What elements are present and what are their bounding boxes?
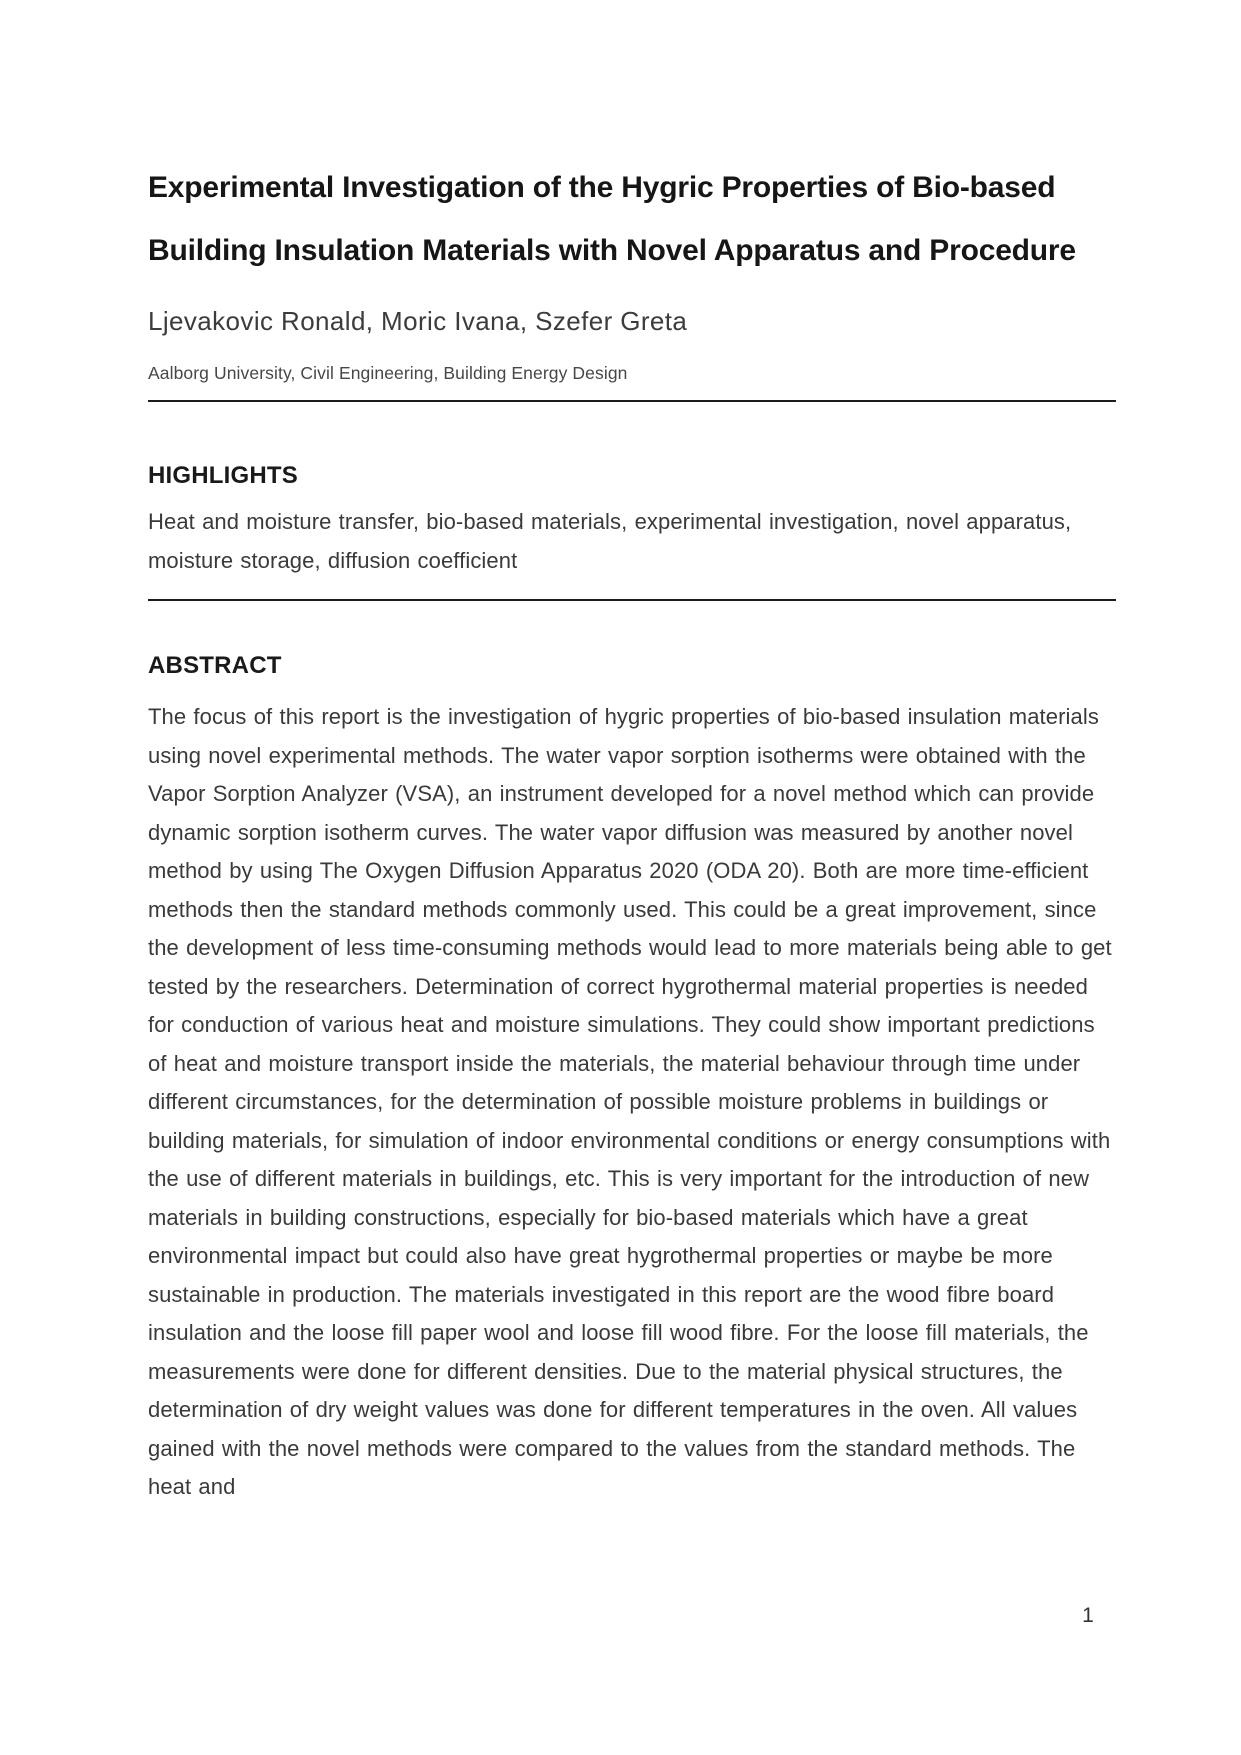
page-number: 1	[1082, 1604, 1094, 1627]
abstract-body: The focus of this report is the investigation of hygric properties of bio-based insulation materials using novel experimental methods. The water vapor sorption isotherms were obtained with the Vapor Sorption Analyzer (VSA), an instrument developed for a novel method which can provide dynamic sorption isotherm curves. The water vapor diffusion was measured by another novel method by using The Oxygen Diffusion Apparatus 2020 (ODA 20). Both are more time-efficient methods then the standard methods commonly used. This could be a great improvement, since the development of less time-consuming methods would lead to more materials being able to get tested by the researchers. Determination of correct hygrothermal material properties is needed for conduction of various heat and moisture simulations. They could show important predictions of heat and moisture transport inside the materials, the material behaviour through time under different circumstances, for the determination of possible moisture problems in buildings or building materials, for simulation of indoor environmental conditions or energy consumptions with the use of different materials in buildings, etc. This is very important for the introduction of new materials in building constructions, especially for bio-based materials which have a great environmental impact but could also have great hygrothermal properties or maybe be more sustainable in production. The materials investigated in this report are the wood fibre board insulation and the loose fill paper wool and loose fill wood fibre. For the loose fill materials, the measurements were done for different densities. Due to the material physical structures, the determination of dry weight values was done for different temperatures in the oven. All values gained with the novel methods were compared to the values from the standard methods. The heat and	[148, 704, 1112, 1499]
abstract-heading: ABSTRACT	[148, 652, 282, 679]
affiliation-line: Aalborg University, Civil Engineering, Building Energy Design	[148, 363, 628, 383]
divider-rule-top	[148, 400, 1116, 402]
highlights-body: Heat and moisture transfer, bio-based materials, experimental investigation, novel apparatus, moisture storage, diffusion coefficient	[148, 509, 1072, 573]
authors-line: Ljevakovic Ronald, Moric Ivana, Szefer Greta	[148, 306, 688, 336]
paper-title: Experimental Investigation of the Hygric Properties of Bio-based Building Insulation Materials with Novel Apparatus and Procedure	[148, 171, 1076, 267]
highlights-heading: HIGHLIGHTS	[148, 462, 298, 489]
divider-rule-bottom	[148, 599, 1116, 601]
